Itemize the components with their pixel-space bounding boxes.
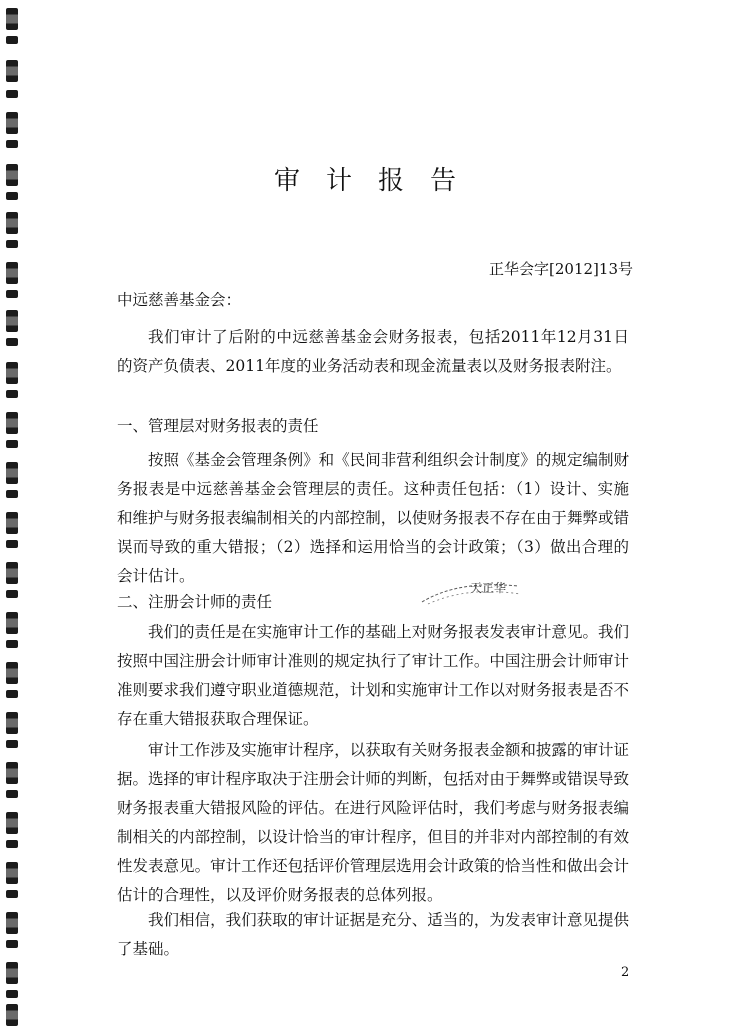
page-number: 2: [621, 965, 630, 980]
stamp-text: 天正华: [470, 581, 507, 595]
intro-paragraph: 我们审计了后附的中远慈善基金会财务报表，包括2011年12月31日的资产负债表、2011年度的业务活动表和现金流量表以及财务报表附注。: [117, 328, 629, 375]
seal-stamp: [418, 576, 522, 606]
section-2-paragraph-3: 我们相信，我们获取的审计证据是充分、适当的，为发表审计意见提供了基础。: [117, 911, 629, 958]
section-1-heading: 一、管理层对财务报表的责任: [117, 417, 319, 435]
document-number: 正华会字[2012]13号: [489, 260, 633, 278]
section-2-paragraph-2: 审计工作涉及实施审计程序，以获取有关财务报表金额和披露的审计证据。选择的审计程序取决于注册会计师的判断，包括对由于舞弊或错误导致财务报表重大错报风险的评估。在进行风险评估时，我们考虑与财务报表编制相关的内部控制，以设计恰当的审计程序，但目的并非对内部控制的有效性发表意见。审计工作还包括评价管理层选用会计政策的恰当性和做出会计估计的合理性，以及评价财务报表的总体列报。: [117, 741, 629, 904]
report-title: 审计报告: [273, 166, 482, 196]
section-2-paragraph-1: 我们的责任是在实施审计工作的基础上对财务报表发表审计意见。我们按照中国注册会计师审计准则的规定执行了审计工作。中国注册会计师审计准则要求我们遵守职业道德规范，计划和实施审计工作以对财务报表是否不存在重大错报获取合理保证。: [117, 623, 629, 728]
addressee: 中远慈善基金会：: [117, 291, 242, 309]
binding-holes: [6, 0, 20, 1029]
section-1-paragraph: 按照《基金会管理条例》和《民间非营利组织会计制度》的规定编制财务报表是中远慈善基金会管理层的责任。这种责任包括：（1）设计、实施和维护与财务报表编制相关的内部控制，以使财务报表不存在由于舞弊或错误而导致的重大错报；（2）选择和运用恰当的会计政策；（3）做出合理的会计估计。: [117, 451, 629, 585]
section-2-heading: 二、注册会计师的责任: [117, 593, 273, 611]
